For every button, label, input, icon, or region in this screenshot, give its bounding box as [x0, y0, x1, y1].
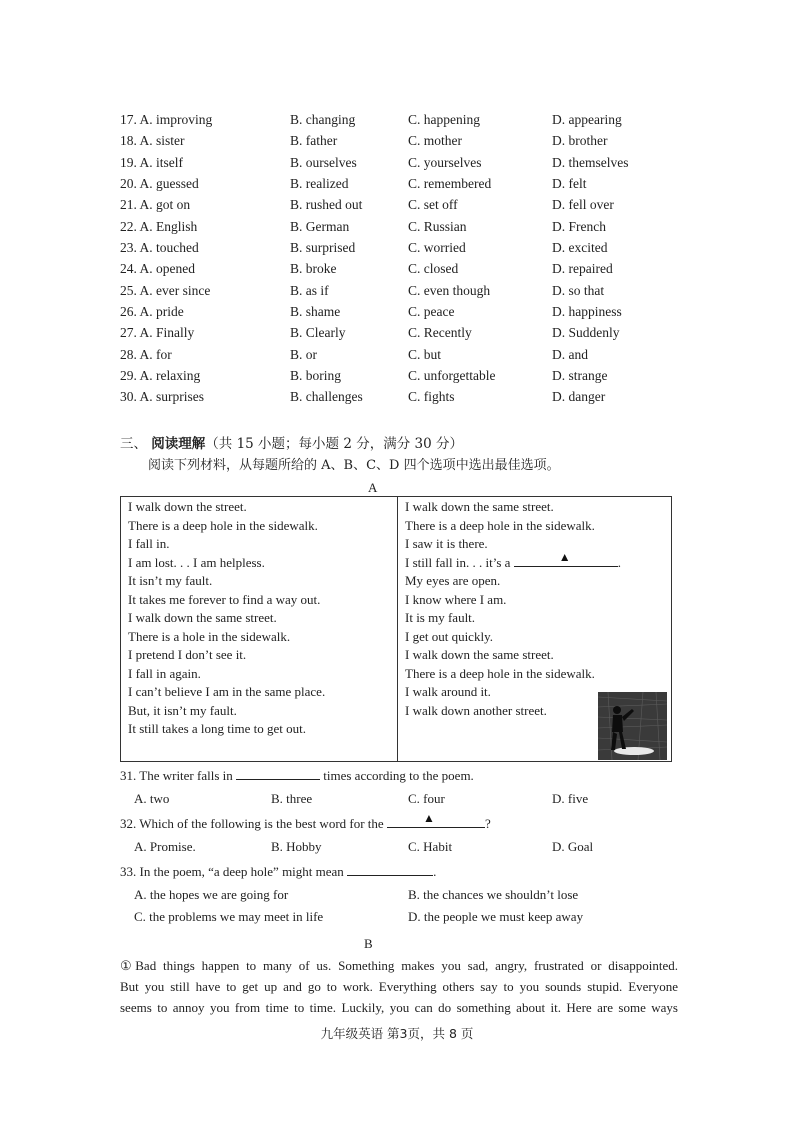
q33-stem-text: 33. In the poem, “a deep hole” might mean — [120, 864, 348, 879]
poem-line: I walk down the street. — [128, 499, 247, 514]
option-b: B. German — [290, 218, 350, 234]
man-walking-icon — [598, 692, 667, 760]
option-c: C. mother — [408, 133, 462, 149]
poem-left-column — [128, 498, 393, 739]
section-number: 三、 — [120, 436, 147, 452]
option-b: B. changing — [290, 112, 356, 127]
option-b: B. challenges — [290, 389, 363, 405]
triangle-icon: ▲ — [422, 811, 435, 825]
option-c: C. but — [408, 346, 442, 362]
option-d: D. French — [552, 218, 606, 234]
option-a: 28. A. for — [120, 346, 172, 362]
poem-blank — [514, 549, 618, 567]
option-d: D. happiness — [552, 304, 622, 320]
option-c: C. even though — [408, 282, 491, 298]
option-d: D. Suddenly — [552, 325, 620, 341]
option-a: 24. A. opened — [120, 261, 195, 277]
option-d: D. repaired — [552, 261, 613, 277]
option-b: B. father — [290, 133, 338, 149]
option-b: B. boring — [290, 368, 342, 384]
option-d: D. and — [552, 346, 588, 362]
option-d: D. themselves — [552, 154, 629, 170]
option-b: B. rushed out — [290, 197, 363, 213]
blank-line-prefix: I still fall in. . . it’s a — [405, 554, 514, 570]
option-row — [120, 322, 680, 343]
passage-a-label: A — [368, 480, 378, 495]
option-row — [120, 386, 680, 407]
q32-option-a: A. Promise. — [134, 839, 196, 854]
option-c: C. Russian — [408, 218, 467, 234]
poem-divider — [397, 497, 398, 761]
poem-right-column — [405, 498, 667, 720]
poem-line: I walk around it. — [405, 684, 491, 699]
option-row — [120, 194, 680, 215]
option-c: C. set off — [408, 197, 458, 213]
poem-line: It is my fault. — [405, 610, 476, 625]
paragraph-line: seems to annoy you from time to time. Luckily, you can do something about it. Here are some ways — [120, 1000, 678, 1015]
poem-line: I am lost. . . I am helpless. — [128, 554, 265, 570]
poem-line: I walk down the same street. — [405, 499, 554, 514]
option-a: 19. A. itself — [120, 154, 183, 170]
option-b: B. realized — [290, 176, 349, 192]
option-c: C. unforgettable — [408, 368, 496, 384]
q32-option-c: C. Habit — [408, 839, 453, 854]
option-b: B. shame — [290, 304, 341, 320]
option-c: C. worried — [408, 240, 466, 256]
option-a: 25. A. ever since — [120, 282, 211, 298]
q33-stem-end: . — [433, 864, 437, 879]
option-c: C. yourselves — [408, 154, 482, 170]
poem-line: There is a deep hole in the sidewalk. — [128, 517, 318, 533]
answer-blank — [387, 811, 485, 828]
answer-options-17-30 — [120, 109, 680, 408]
q31-option-d: D. five — [552, 791, 589, 806]
answer-blank — [236, 767, 320, 780]
q31-option-c: C. four — [408, 791, 445, 806]
option-d: D. strange — [552, 368, 608, 384]
option-a: 17. A. improving — [120, 112, 213, 127]
option-row — [120, 280, 680, 301]
option-d: D. so that — [552, 282, 605, 298]
poem-box — [120, 496, 672, 762]
option-a: 29. A. relaxing — [120, 368, 201, 384]
poem-line: I fall in again. — [128, 665, 201, 681]
section-detail: （共 15 小题；每小题 2 分，满分 30 分） — [205, 436, 463, 452]
option-b: B. Clearly — [290, 325, 346, 341]
poem-line: It still takes a long time to get out. — [128, 721, 307, 736]
option-row — [120, 130, 680, 151]
option-d: D. excited — [552, 240, 608, 256]
poem-line: There is a deep hole in the sidewalk. — [405, 665, 595, 681]
option-b: B. broke — [290, 261, 337, 277]
poem-line: But, it isn’t my fault. — [128, 702, 237, 718]
q32-option-d: D. Goal — [552, 839, 594, 854]
poem-line-blank — [405, 549, 667, 573]
option-row — [120, 237, 680, 258]
q31-option-b: B. three — [271, 791, 313, 806]
q33-option-a: A. the hopes we are going for — [134, 887, 289, 902]
section-instruction: 阅读下列材料，从每题所给的 A、B、C、D 四个选项中选出最佳选项。 — [148, 458, 560, 473]
question-33-stem — [120, 863, 436, 880]
option-row — [120, 173, 680, 194]
poem-line: I saw it is there. — [405, 536, 488, 551]
poem-line: It takes me forever to find a way out. — [128, 591, 321, 607]
poem-line: There is a deep hole in the sidewalk. — [405, 517, 595, 533]
section-heading — [120, 432, 463, 452]
option-b: B. as if — [290, 282, 329, 298]
q33-option-d: D. the people we must keep away — [408, 909, 584, 924]
option-row — [120, 258, 680, 279]
q31-option-a: A. two — [134, 791, 170, 806]
option-c: C. peace — [408, 304, 455, 320]
option-a: 30. A. surprises — [120, 389, 204, 405]
question-32-stem — [120, 811, 491, 832]
option-c: C. fights — [408, 389, 455, 405]
option-b: B. ourselves — [290, 154, 357, 170]
option-d: D. fell over — [552, 197, 614, 213]
poem-line: I fall in. — [128, 536, 170, 551]
option-b: B. or — [290, 346, 317, 362]
question-31-stem — [120, 767, 474, 784]
answer-blank — [347, 863, 433, 876]
page-footer: 九年级英语 第3页，共 8 页 — [320, 1026, 474, 1041]
triangle-icon: ▲ — [558, 549, 571, 564]
option-row — [120, 216, 680, 237]
q33-option-b: B. the chances we shouldn’t lose — [408, 887, 579, 902]
poem-line: I know where I am. — [405, 591, 507, 607]
option-a: 23. A. touched — [120, 240, 199, 256]
poem-line: I walk down the same street. — [405, 647, 554, 662]
man-walking-illustration — [598, 692, 667, 760]
option-c: C. Recently — [408, 325, 472, 341]
poem-line: It isn’t my fault. — [128, 573, 213, 588]
q32-option-b: B. Hobby — [271, 839, 322, 854]
q31-stem-text: 31. The writer falls in — [120, 768, 237, 783]
option-row — [120, 344, 680, 365]
option-c: C. remembered — [408, 176, 492, 192]
option-a: 22. A. English — [120, 218, 198, 234]
option-d: D. appearing — [552, 112, 622, 127]
option-row — [120, 109, 680, 130]
paragraph-line: ①Bad things happen to many of us. Something makes you sad, angry, frustrated or disappointed. — [120, 958, 678, 973]
option-a: 18. A. sister — [120, 133, 185, 149]
option-a: 21. A. got on — [120, 197, 191, 213]
poem-line: I get out quickly. — [405, 628, 493, 644]
option-row — [120, 152, 680, 173]
poem-line: I pretend I don’t see it. — [128, 647, 247, 662]
passage-b-text — [120, 955, 678, 1018]
option-d: D. danger — [552, 389, 606, 405]
option-d: D. felt — [552, 176, 587, 192]
option-row — [120, 301, 680, 322]
option-b: B. surprised — [290, 240, 356, 256]
poem-line: I walk down the same street. — [128, 610, 277, 625]
option-c: C. closed — [408, 261, 459, 277]
option-a: 27. A. Finally — [120, 325, 195, 341]
option-a: 26. A. pride — [120, 304, 184, 320]
section-title: 阅读理解 — [151, 436, 206, 452]
option-row — [120, 365, 680, 386]
passage-b-label: B — [364, 936, 373, 951]
option-c: C. happening — [408, 112, 480, 127]
q33-option-c: C. the problems we may meet in life — [134, 909, 324, 924]
option-d: D. brother — [552, 133, 608, 149]
q32-stem-text: 32. Which of the following is the best word for the — [120, 816, 387, 831]
poem-line: I walk down another street. — [405, 702, 547, 718]
poem-line: My eyes are open. — [405, 573, 501, 588]
poem-line: There is a hole in the sidewalk. — [128, 628, 291, 644]
paragraph-line: But you still have to get up and go to work. Everything others say to you sounds stupid. Everyone — [120, 979, 678, 994]
blank-line-suffix: . — [617, 554, 621, 570]
q31-stem-end: times according to the poem. — [320, 768, 474, 783]
option-a: 20. A. guessed — [120, 176, 199, 192]
q32-stem-end: ? — [484, 816, 491, 831]
poem-line: I can’t believe I am in the same place. — [128, 684, 326, 699]
